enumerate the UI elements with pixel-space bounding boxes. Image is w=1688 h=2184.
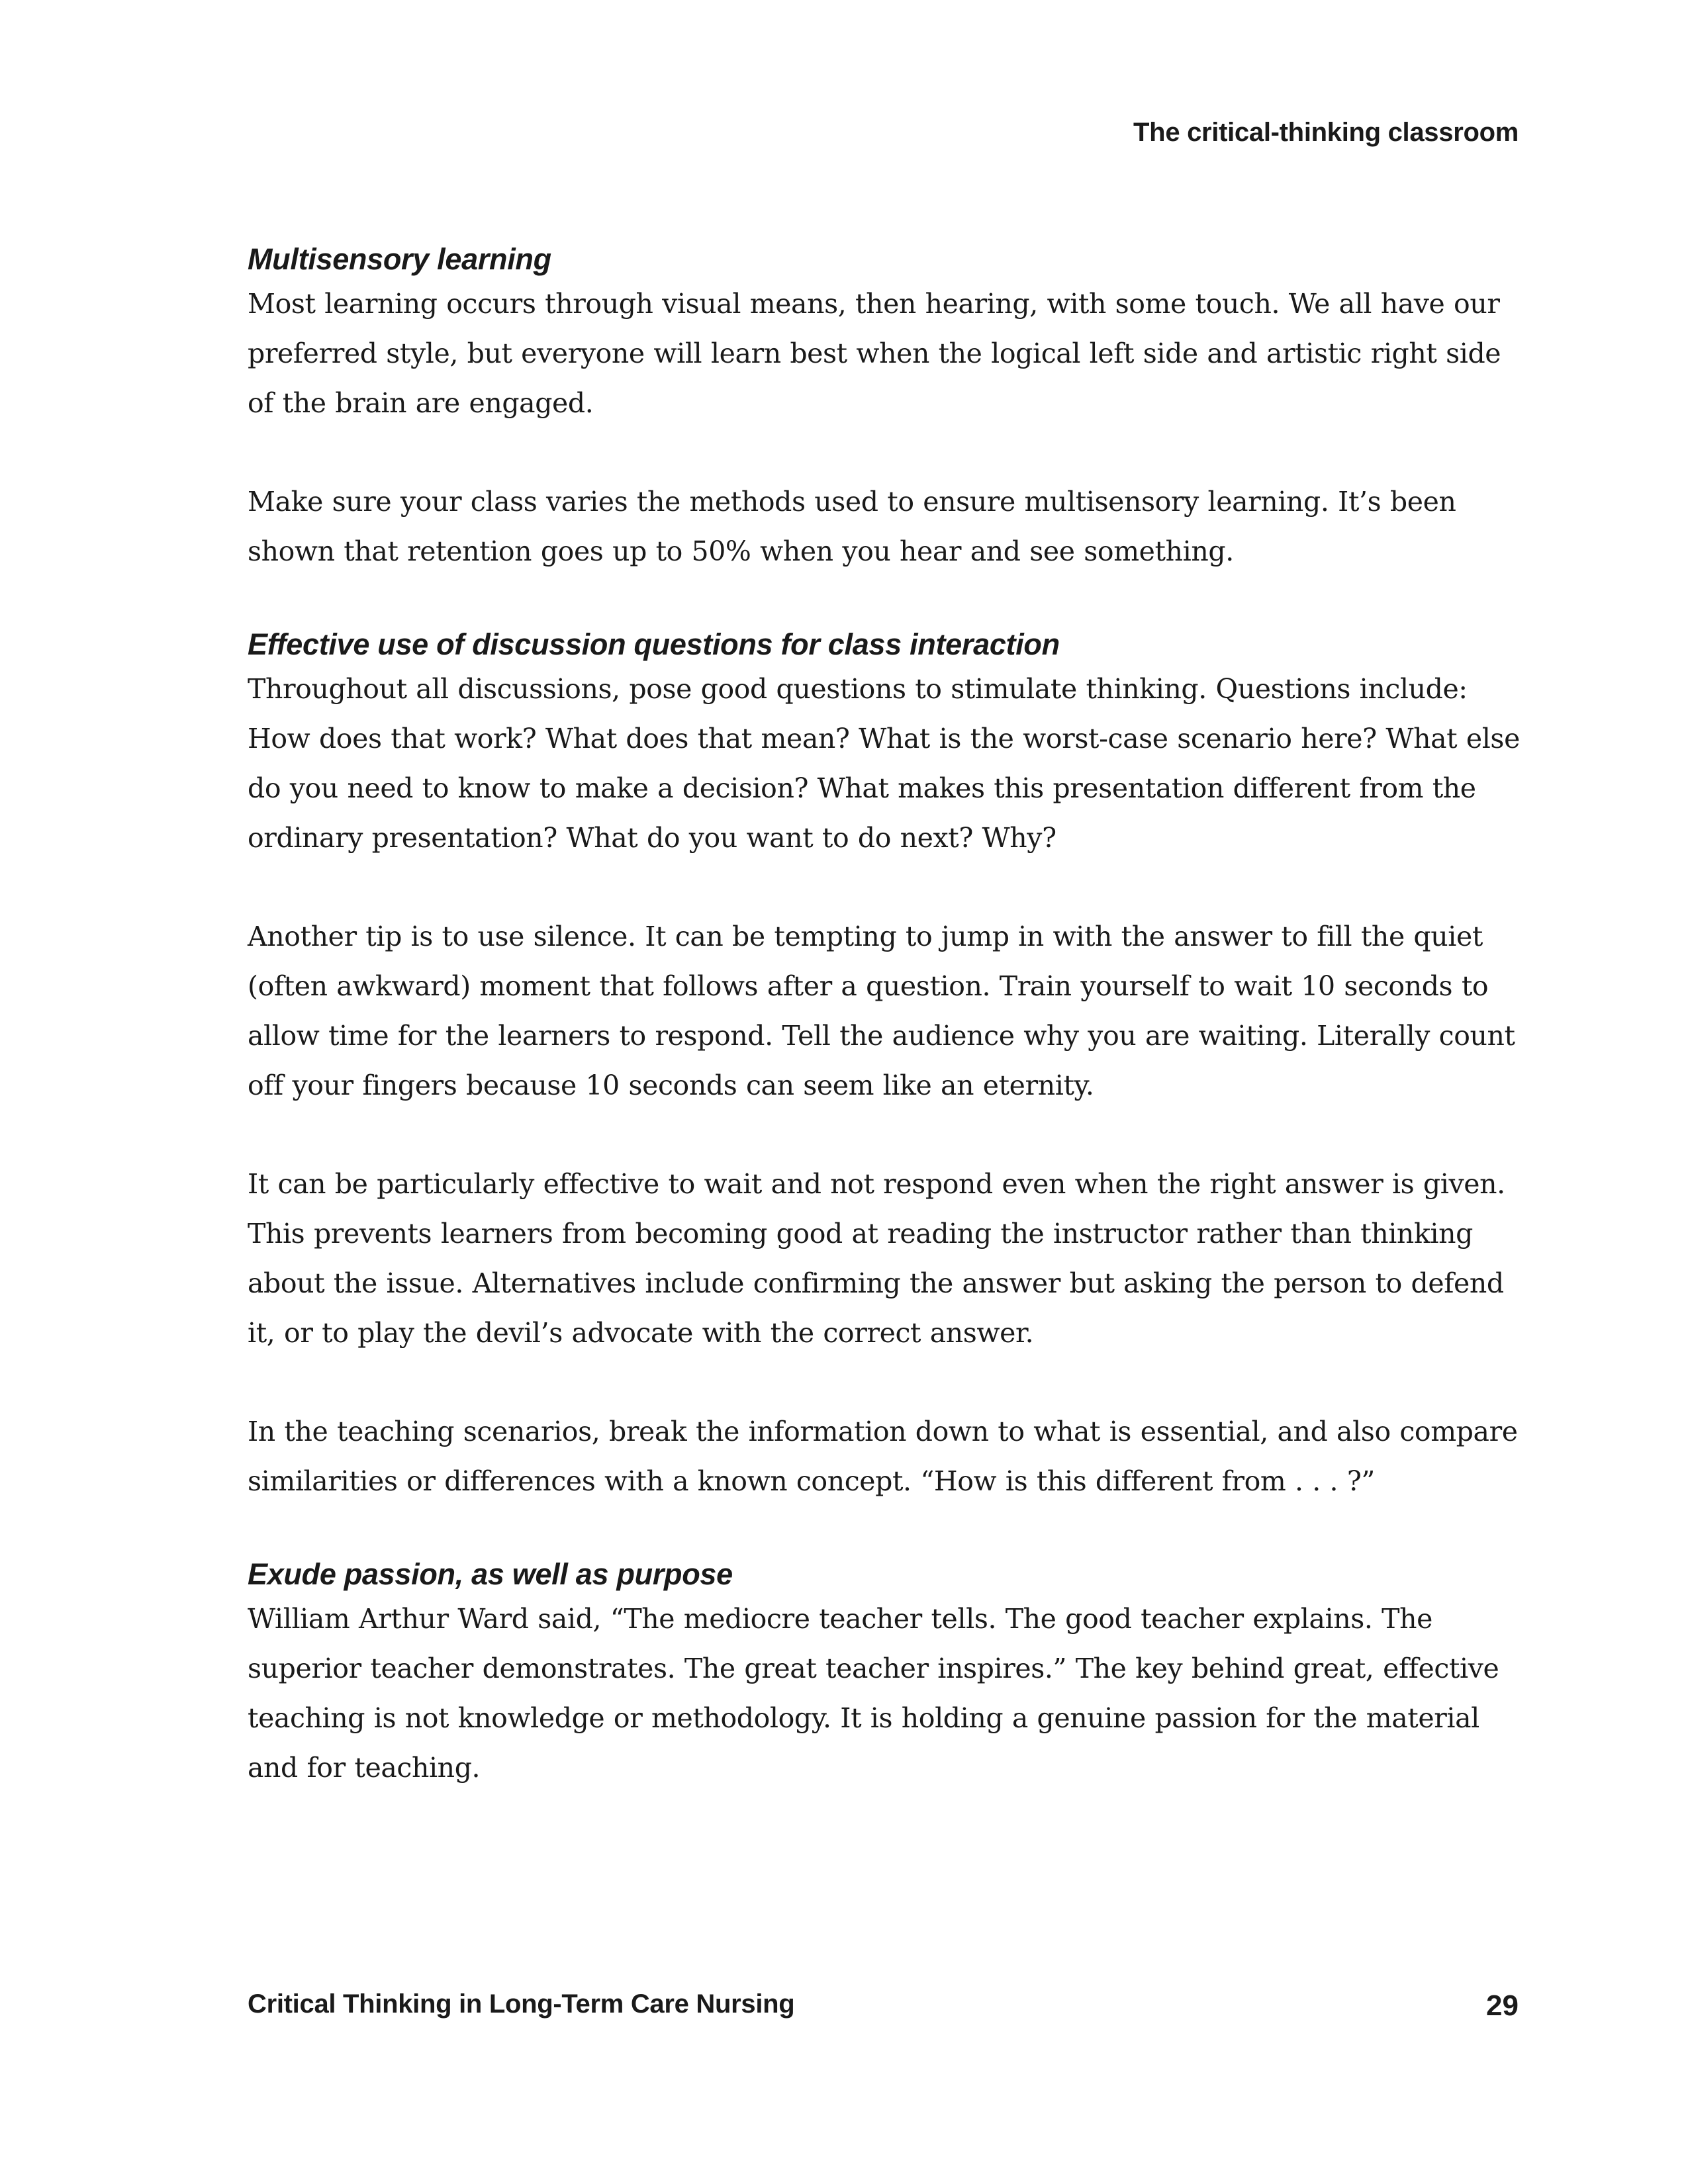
paragraph: In the teaching scenarios, break the information down to what is essential, and also compare similarities or differences with a known concept. “How is this different from . . . ?” bbox=[248, 1416, 1518, 1497]
running-header: The critical-thinking classroom bbox=[1133, 118, 1519, 147]
page-number: 29 bbox=[1486, 1989, 1519, 2022]
section-heading-multisensory-learning: Multisensory learning bbox=[248, 242, 551, 276]
body-column bbox=[248, 240, 1532, 1793]
paragraph: William Arthur Ward said, “The mediocre teacher tells. The good teacher explains. The superior teacher demonstrates. The great teacher inspires.” The key behind great, effective teaching is not knowledge or methodology. It is holding a genuine passion for the material and for teaching. bbox=[248, 1603, 1499, 1784]
paragraph: Throughout all discussions, pose good questions to stimulate thinking. Questions include: How does that work? What does that mean? What is the worst-case scenario here? What else do you need to know to make a decision? What makes this presentation different from the ordinary presentation? What do you want to do next? Why? bbox=[248, 673, 1520, 854]
paragraph: Make sure your class varies the methods used to ensure multisensory learning. It’s been shown that retention goes up to 50% when you hear and see something. bbox=[248, 486, 1456, 567]
footer-book-title: Critical Thinking in Long-Term Care Nursing bbox=[248, 1989, 795, 2019]
paragraph: Most learning occurs through visual means, then hearing, with some touch. We all have our preferred style, but everyone will learn best when the logical left side and artistic right side of the brain are engaged. bbox=[248, 288, 1501, 419]
paragraph: Another tip is to use silence. It can be tempting to jump in with the answer to fill the quiet (often awkward) moment that follows after a question. Train yourself to wait 10 seconds to allow time for the learners to respond. Tell the audience why you are waiting. Literally count off your fingers because 10 seconds can seem like an eternity. bbox=[248, 921, 1515, 1101]
section-heading-discussion-questions: Effective use of discussion questions for class interaction bbox=[248, 627, 1060, 661]
section-heading-exude-passion: Exude passion, as well as purpose bbox=[248, 1557, 733, 1591]
paragraph: It can be particularly effective to wait and not respond even when the right answer is given. This prevents learners from becoming good at reading the instructor rather than thinking about the issue. Alternatives include confirming the answer but asking the person to defend it, or to play the devil’s advocate with the correct answer. bbox=[248, 1168, 1505, 1349]
